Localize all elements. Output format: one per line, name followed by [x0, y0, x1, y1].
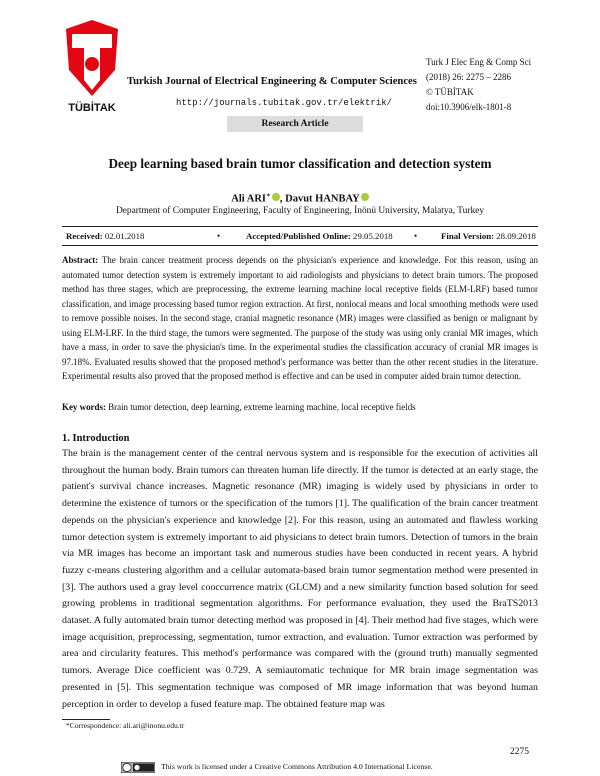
section-body: The brain is the management center of the central nervous system and is responsible for the execution of activities all throughout the human body. Brain tumors can threaten human life directly. If the tumor is detected at an early stage, the patient's survival chance increases. Magnetic resonance (MR) imaging is widely used by physicians in order to determine the existence of tumors or the specification of the tumors [1]. The qualification of the brain cancer treatment depends on the physician's experience and knowledge [2]. For this reason, using an automated and flawless working tumor detection system is extremely important to aid physicians to detect brain tumors. Detection of tumors in the brain via MR images has become an important task and numerous studies have been conducted in recent years. A hybrid fuzzy c-means clustering algorithm and a cellular automata-based brain tumor segmentation method were presented in [3]. The authors used a gray level cooccurrence matrix (GLCM) and a new similarity function based solution for seed growing problems in traditional segmentation algorithms. For performance evaluation, they used the BraTS2013 dataset. A fully automated brain tumor detecting method was proposed in [4]. Their method had five stages, which were image acquisition, preprocessing, segmentation, tumor extraction, and evaluation. Tumor extraction was performed by area and circularity features. This method's performance was compared with the (ground truth) manually segmented tumors. Average Dice coefficient was 0.729. A semiautomatic technique for MR brain image segmentation was presented in [5]. This segmentation technique was composed of MR image information that was beyond human perception in order to develop a fused feature map. The obtained feature map was [62, 448, 538, 710]
license-text: This work is licensed under a Creative Commons Attribution 4.0 International License. [161, 762, 433, 771]
author-list: Ali ARI∗ , Davut HANBAY [0, 190, 600, 205]
keywords [62, 402, 538, 412]
paper-title: Deep learning based brain tumor classification and detection system [108, 156, 492, 171]
keywords-label: Key words: [62, 402, 106, 412]
abstract-text: The brain cancer treatment process depends on the physician's experience and knowledge. For this reason, using an automated tumor detection system is extremely important to aid radiologists and physicians to detect brain tumors. The proposed method has three stages, which are preprocessing, the extreme learning machine local receptive fields (ELM-LRF) based tumor classification, and image processing based tumor region extraction. At first, nonlocal means and local smoothing methods were used to remove possible noises. In the second stage, cranial magnetic resonance (MR) images were classified as benign or malignant by using ELM-LRF. In the third stage, the tumors were segmented. The purpose of the study was using only cranial MR images, which have a mass, in order to save the physician's time. In the experimental studies the classification accuracy of cranial MR images is 97.18%. Evaluated results showed that the proposed method's performance was better than the other recent studies in the literature. Experimental results also proved that the proposed method is effective and can be used in computer aided brain tumor detection. [62, 255, 538, 382]
section-heading: 1. Introduction [62, 433, 130, 444]
received-date: Received: 02.01.2018 [66, 231, 145, 241]
correspondence-footnote: *Correspondence: ali.ari@inonu.edu.tr [66, 721, 185, 730]
meta-copyright: © TÜBİTAK [426, 87, 474, 97]
keywords-text: Brain tumor detection, deep learning, extreme learning machine, local receptive fields [108, 402, 416, 412]
orcid-icon[interactable] [272, 193, 280, 201]
page-number: 2275 [510, 747, 529, 757]
affiliation: Department of Computer Engineering, Faculty of Engineering, İnönü University, Malatya, Turkey [115, 206, 485, 216]
orcid-icon[interactable] [361, 193, 369, 201]
author-name: Ali ARI [231, 193, 267, 205]
logo-shield-icon [66, 20, 118, 96]
journal-url-link[interactable]: http://journals.tubitak.gov.tr/elektrik/ [176, 98, 393, 108]
meta-citation: Turk J Elec Eng & Comp Sci [426, 57, 532, 67]
author-name: Davut HANBAY [285, 193, 360, 205]
article-type-badge: Research Article [227, 116, 363, 132]
cc-by-icon[interactable] [121, 762, 155, 773]
logo-text: TÜBİTAK [68, 102, 116, 114]
journal-title: Turkish Journal of Electrical Engineering & Computer Sciences [127, 76, 417, 87]
journal-meta [426, 55, 531, 115]
date-separator: • [217, 231, 221, 241]
accepted-date: Accepted/Published Online: 29.05.2018 [246, 231, 393, 241]
final-date: Final Version: 28.09.2018 [441, 231, 536, 241]
abstract [62, 253, 538, 384]
abstract-label: Abstract: [62, 255, 99, 265]
footnote-divider [62, 719, 110, 720]
dates-bar [62, 226, 538, 246]
tubitak-logo [62, 18, 122, 114]
meta-volume-pages: (2018) 26: 2275 – 2286 [426, 72, 511, 82]
meta-doi[interactable]: doi:10.3906/elk-1801-8 [426, 102, 512, 112]
date-separator: • [414, 231, 418, 241]
